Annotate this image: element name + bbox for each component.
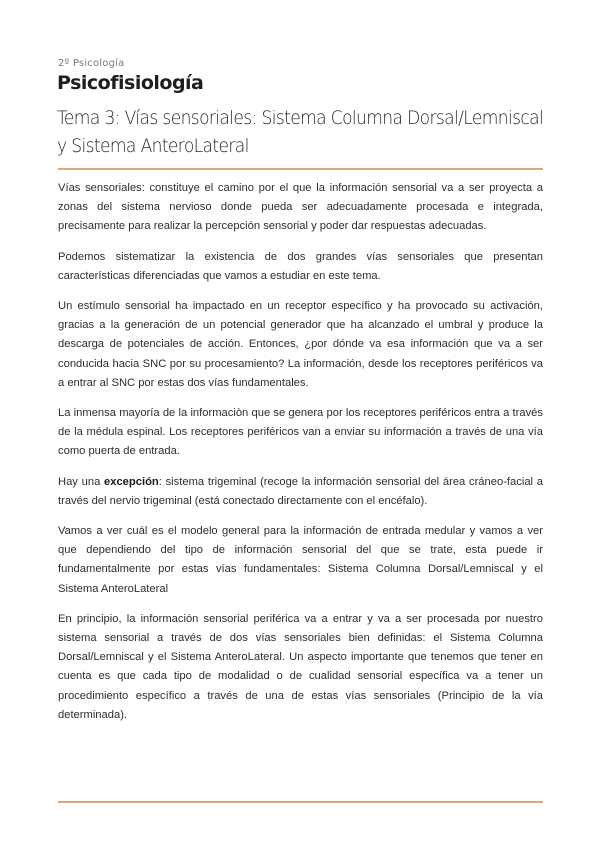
subject-title: Psicofisiología [57,72,204,94]
bottom-divider [58,801,543,803]
paragraph-5 [58,473,543,511]
paragraph-5-suffix: : sistema trigeminal (recoge la información sensorial del área cráneo-facial a través del nervio trigeminal (está conectado directamente con el encéfalo). [58,475,543,507]
top-divider [58,168,543,170]
paragraph-5-prefix: Hay una [58,475,105,488]
exception-keyword: excepción [104,475,159,488]
topic-title: Tema 3: Vías sensoriales: Sistema Columna Dorsal/Lemniscal y Sistema AnteroLateral [57,107,544,157]
paragraph-3: Un estímulo sensorial ha impactado en un receptor específico y ha provocado su activación, gracias a la generación de un potencial generador que ha alcanzado el umbral y produce la descarga de potenciales de acción. Entonces, ¿por dónde va esa información que va a ser conducida hacia SNC por su procesamiento? La información, desde los receptores periféricos va a entrar al SNC por estas dos vías fundamentales. [58,300,543,389]
paragraph-7: En principio, la información sensorial periférica va a entrar y va a ser procesada por nuestro sistema sensorial a través de dos vías sensoriales bien definidas: el Sistema Columna Dorsal/Lemniscal y el Sistema AnteroLateral. Un aspecto importante que tenemos que tener en cuenta es que cada tipo de modalidad o de cualidad sensorial específica va a tener un procedimiento específico a través de una de estas vías sensoriales (Principio de la vía determinada). [58,612,543,721]
paragraph-6: Vamos a ver cuál es el modelo general para la información de entrada medular y vamos a ver que dependiendo del tipo de información sensorial del que se trate, esta puede ir fundamentalmente por estas vías fundamentales: Sistema Columna Dorsal/Lemniscal y el Sistema AnteroLateral [58,525,543,595]
paragraph-1: Vías sensoriales: constituye el camino por el que la información sensorial va a ser proyecta a zonas del sistema nervioso donde pueda ser adecuadamente procesada e integrada, precisamente para realizar la percepción sensorial y poder dar respuestas adecuadas. [58,182,543,233]
paragraph-2: Podemos sistematizar la existencia de dos grandes vías sensoriales que presentan características diferenciadas que vamos a estudiar en este tema. [58,250,543,282]
document-body [58,179,543,736]
course-label: 2º Psicología [58,58,125,69]
paragraph-4: La inmensa mayoría de la informaciòn que se genera por los receptores periféricos entra a través de la médula espinal. Los receptores periféricos van a enviar su información a través de una vía como puerta de entrada. [58,407,543,458]
